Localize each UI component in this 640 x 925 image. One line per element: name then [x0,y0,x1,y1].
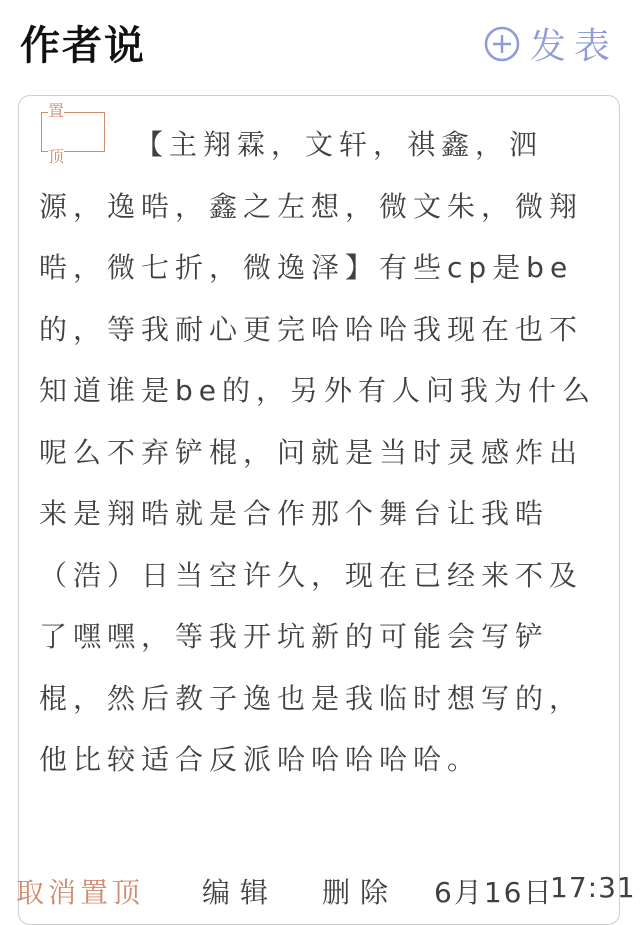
note-content: 【主翔霖，文轩，祺鑫，泗源，逸晧，鑫之左想，微文朱，微翔晧，微七折，微逸泽】有些cp是be的，等我耐心更完哈哈哈我现在也不知道谁是be的，另外有人问我为什么呢么不弃铲棍，问就是当时灵感炸出来是翔晧就是合作那个舞台让我晧（浩）日当空许久，现在已经来不及了嘿嘿，等我开坑新的可能会写铲棍，然后教子逸也是我临时想写的，他比较适合反派哈哈哈哈哈。 [39,128,597,776]
pinned-badge-char-2: 顶 [48,147,65,166]
footer-actions [0,855,640,917]
unpin-button[interactable]: 取消置顶 [16,876,145,909]
plus-circle-icon [484,26,520,62]
delete-button[interactable]: 删除 [322,876,399,909]
author-note-card [18,95,620,925]
post-date: 6月16日 [434,876,554,909]
header [0,0,640,90]
post-time: 17:31 [550,871,636,904]
post-button[interactable] [484,18,618,69]
page-title: 作者说 [20,23,146,69]
post-label: 发表 [529,26,618,67]
edit-button[interactable]: 编辑 [202,876,279,909]
pinned-badge-char-1: 置 [48,101,65,120]
